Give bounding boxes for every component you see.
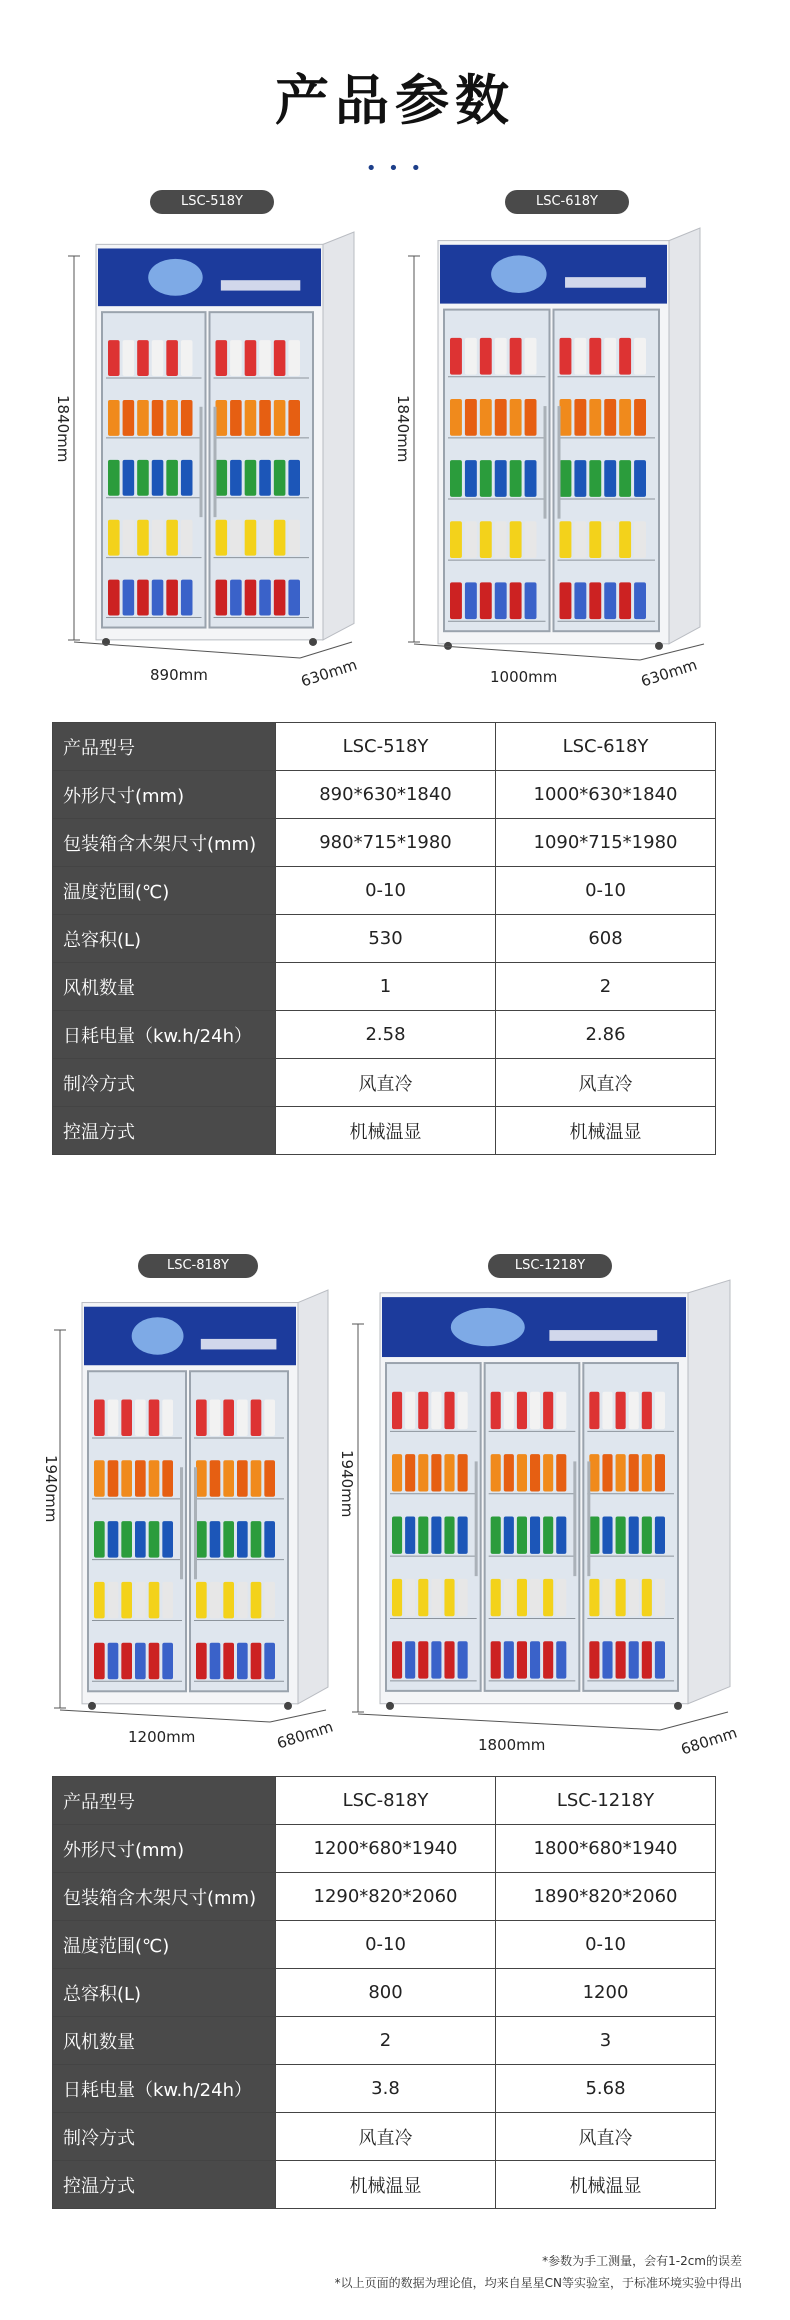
cell-model-1: 0-10 bbox=[276, 867, 496, 915]
depth-label-lsc-518y: 630mm bbox=[298, 655, 360, 691]
spec-table-2 bbox=[52, 1776, 716, 2209]
cell-model-1: 3.8 bbox=[276, 2065, 496, 2113]
table-row bbox=[53, 1873, 716, 1921]
cell-model-2: 1090*715*1980 bbox=[496, 819, 716, 867]
cell-model-2: LSC-618Y bbox=[496, 723, 716, 771]
cell-model-2: 1800*680*1940 bbox=[496, 1825, 716, 1873]
cell-model-2: 3 bbox=[496, 2017, 716, 2065]
cell-model-2: 机械温显 bbox=[496, 2161, 716, 2209]
cell-model-2: 2.86 bbox=[496, 1011, 716, 1059]
row-label: 日耗电量（kw.h/24h） bbox=[53, 1011, 276, 1059]
width-label-lsc-818y: 1200mm bbox=[128, 1728, 196, 1746]
cell-model-2: 608 bbox=[496, 915, 716, 963]
cell-model-2: 1000*630*1840 bbox=[496, 771, 716, 819]
cell-model-1: 1 bbox=[276, 963, 496, 1011]
cell-model-2: 机械温显 bbox=[496, 1107, 716, 1155]
table-row bbox=[53, 2113, 716, 2161]
row-label: 制冷方式 bbox=[53, 1059, 276, 1107]
height-label-lsc-818y: 1940mm bbox=[42, 1455, 60, 1523]
row-label: 外形尺寸(mm) bbox=[53, 771, 276, 819]
dimension-lines-group-1 bbox=[0, 0, 790, 700]
cell-model-1: LSC-518Y bbox=[276, 723, 496, 771]
table-row bbox=[53, 1921, 716, 1969]
row-label: 控温方式 bbox=[53, 1107, 276, 1155]
model-pill-lsc-818y: LSC-818Y bbox=[138, 1254, 258, 1278]
table-row bbox=[53, 771, 716, 819]
table-row bbox=[53, 963, 716, 1011]
row-label: 风机数量 bbox=[53, 2017, 276, 2065]
depth-label-lsc-1218y: 680mm bbox=[678, 1723, 740, 1759]
cell-model-1: 800 bbox=[276, 1969, 496, 2017]
cell-model-2: 风直冷 bbox=[496, 1059, 716, 1107]
row-label: 产品型号 bbox=[53, 723, 276, 771]
row-label: 温度范围(℃) bbox=[53, 867, 276, 915]
cell-model-2: 0-10 bbox=[496, 1921, 716, 1969]
cell-model-2: 2 bbox=[496, 963, 716, 1011]
cell-model-2: 1200 bbox=[496, 1969, 716, 2017]
table-row bbox=[53, 915, 716, 963]
row-label: 控温方式 bbox=[53, 2161, 276, 2209]
model-pill-lsc-1218y: LSC-1218Y bbox=[488, 1254, 612, 1278]
row-label: 制冷方式 bbox=[53, 2113, 276, 2161]
table-row bbox=[53, 1777, 716, 1825]
height-label-lsc-518y: 1840mm bbox=[54, 395, 72, 463]
row-label: 外形尺寸(mm) bbox=[53, 1825, 276, 1873]
depth-label-lsc-818y: 680mm bbox=[274, 1717, 336, 1753]
cell-model-2: 风直冷 bbox=[496, 2113, 716, 2161]
cell-model-1: 2 bbox=[276, 2017, 496, 2065]
width-label-lsc-618y: 1000mm bbox=[490, 668, 558, 686]
row-label: 总容积(L) bbox=[53, 1969, 276, 2017]
table-row bbox=[53, 867, 716, 915]
model-pill-lsc-618y: LSC-618Y bbox=[505, 190, 629, 214]
row-label: 风机数量 bbox=[53, 963, 276, 1011]
cell-model-1: LSC-818Y bbox=[276, 1777, 496, 1825]
cell-model-1: 风直冷 bbox=[276, 2113, 496, 2161]
table-row bbox=[53, 723, 716, 771]
row-label: 日耗电量（kw.h/24h） bbox=[53, 2065, 276, 2113]
cell-model-1: 机械温显 bbox=[276, 1107, 496, 1155]
cell-model-1: 2.58 bbox=[276, 1011, 496, 1059]
cell-model-2: 5.68 bbox=[496, 2065, 716, 2113]
row-label: 温度范围(℃) bbox=[53, 1921, 276, 1969]
page-title: 产品参数 bbox=[275, 69, 515, 132]
table-row bbox=[53, 1107, 716, 1155]
height-label-lsc-1218y: 1940mm bbox=[338, 1450, 356, 1518]
table-row bbox=[53, 1825, 716, 1873]
cell-model-2: 0-10 bbox=[496, 867, 716, 915]
cell-model-1: 530 bbox=[276, 915, 496, 963]
row-label: 产品型号 bbox=[53, 1777, 276, 1825]
table-row bbox=[53, 1969, 716, 2017]
width-label-lsc-518y: 890mm bbox=[150, 666, 208, 684]
height-label-lsc-618y: 1840mm bbox=[394, 395, 412, 463]
row-label: 包装箱含木架尺寸(mm) bbox=[53, 819, 276, 867]
width-label-lsc-1218y: 1800mm bbox=[478, 1736, 546, 1754]
table-row bbox=[53, 1011, 716, 1059]
table-row bbox=[53, 1059, 716, 1107]
table-row bbox=[53, 2065, 716, 2113]
table-row bbox=[53, 2017, 716, 2065]
cell-model-1: 980*715*1980 bbox=[276, 819, 496, 867]
cell-model-2: 1890*820*2060 bbox=[496, 1873, 716, 1921]
table-row bbox=[53, 2161, 716, 2209]
model-pill-lsc-518y: LSC-518Y bbox=[150, 190, 274, 214]
cell-model-1: 机械温显 bbox=[276, 2161, 496, 2209]
cell-model-2: LSC-1218Y bbox=[496, 1777, 716, 1825]
cell-model-1: 风直冷 bbox=[276, 1059, 496, 1107]
row-label: 包装箱含木架尺寸(mm) bbox=[53, 1873, 276, 1921]
cell-model-1: 1290*820*2060 bbox=[276, 1873, 496, 1921]
cell-model-1: 890*630*1840 bbox=[276, 771, 496, 819]
footnote-lab-data: *以上页面的数据为理论值，均来自星星CN等实验室，于标准环境实验中得出 bbox=[334, 2276, 742, 2290]
spec-table-1 bbox=[52, 722, 716, 1155]
cell-model-1: 1200*680*1940 bbox=[276, 1825, 496, 1873]
depth-label-lsc-618y: 630mm bbox=[638, 655, 700, 691]
cell-model-1: 0-10 bbox=[276, 1921, 496, 1969]
table-row bbox=[53, 819, 716, 867]
title-dots: • • • bbox=[365, 158, 425, 179]
dimension-lines-group-2 bbox=[0, 1260, 790, 1760]
footnote-measurement: *参数为手工测量，会有1-2cm的误差 bbox=[542, 2254, 742, 2268]
row-label: 总容积(L) bbox=[53, 915, 276, 963]
